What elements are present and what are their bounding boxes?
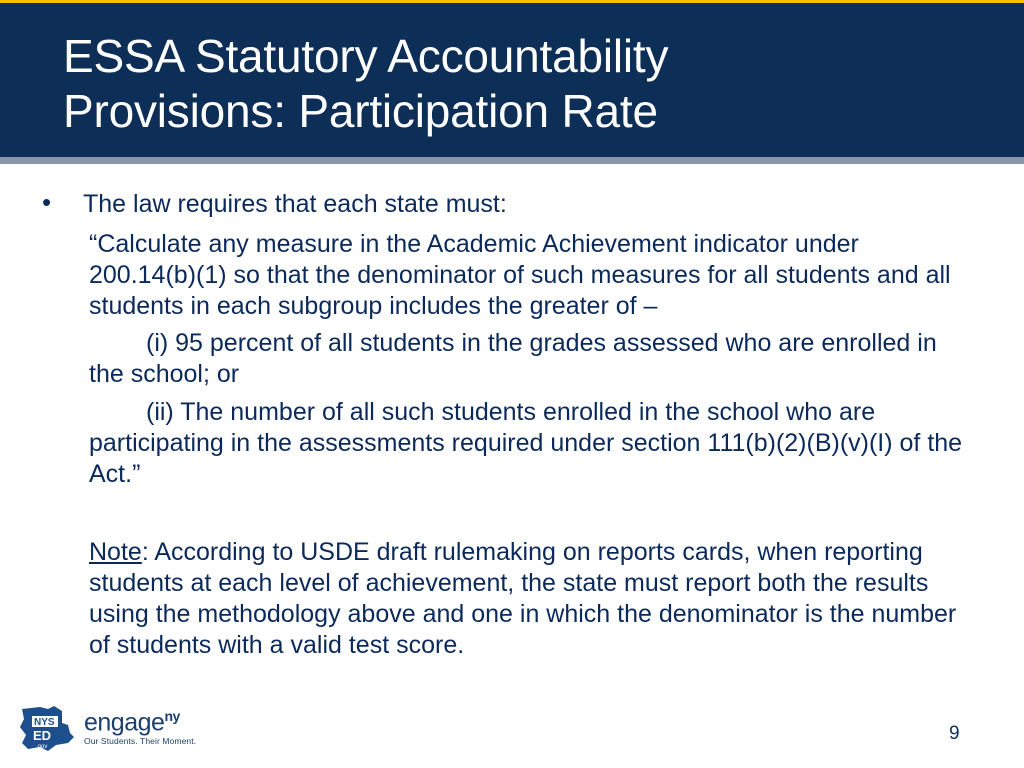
item-ii-text: (ii) The number of all such students enrolled in the school who are participating in the assessments required under section 111(b)(2)(B)(v)(I) of the Act.” — [89, 398, 963, 488]
quote-paragraph: “Calculate any measure in the Academic Achievement indicator under 200.14(b)(1) so that the denominator of such measures for all students and all students in each subgroup includes the greater of – — [89, 230, 951, 320]
bullet-text: The law requires that each state must: — [83, 190, 507, 218]
logo-nys-text: NYS — [34, 717, 55, 728]
item-i — [89, 328, 969, 390]
engage-ny: ny — [164, 708, 180, 724]
item-ii — [89, 397, 969, 490]
slide-title-line-2: Provisions: Participation Rate — [63, 85, 658, 137]
item-i-text: (i) 95 percent of all students in the grades assessed who are enrolled in the school; or — [89, 329, 937, 388]
engageny-logo — [84, 703, 196, 746]
logo-gov-text: .gov — [36, 744, 48, 750]
note-label: Note — [89, 538, 142, 566]
bullet-marker: • — [42, 187, 52, 217]
engage-word: engage — [84, 708, 165, 737]
note-paragraph — [89, 537, 969, 661]
nysed-logo — [18, 703, 76, 755]
engage-tagline: Our Students. Their Moment. — [84, 736, 197, 747]
note-text: : According to USDE draft rulemaking on reports cards, when reporting students at each level of achievement, the state must report both the results using the methodology above and one in which the denominator is the number of students with a valid test score. — [89, 538, 957, 659]
page-number: 9 — [949, 723, 960, 744]
logo-ed-text: ED — [33, 728, 52, 743]
slide-title-line-1: ESSA Statutory Accountability — [63, 30, 669, 82]
